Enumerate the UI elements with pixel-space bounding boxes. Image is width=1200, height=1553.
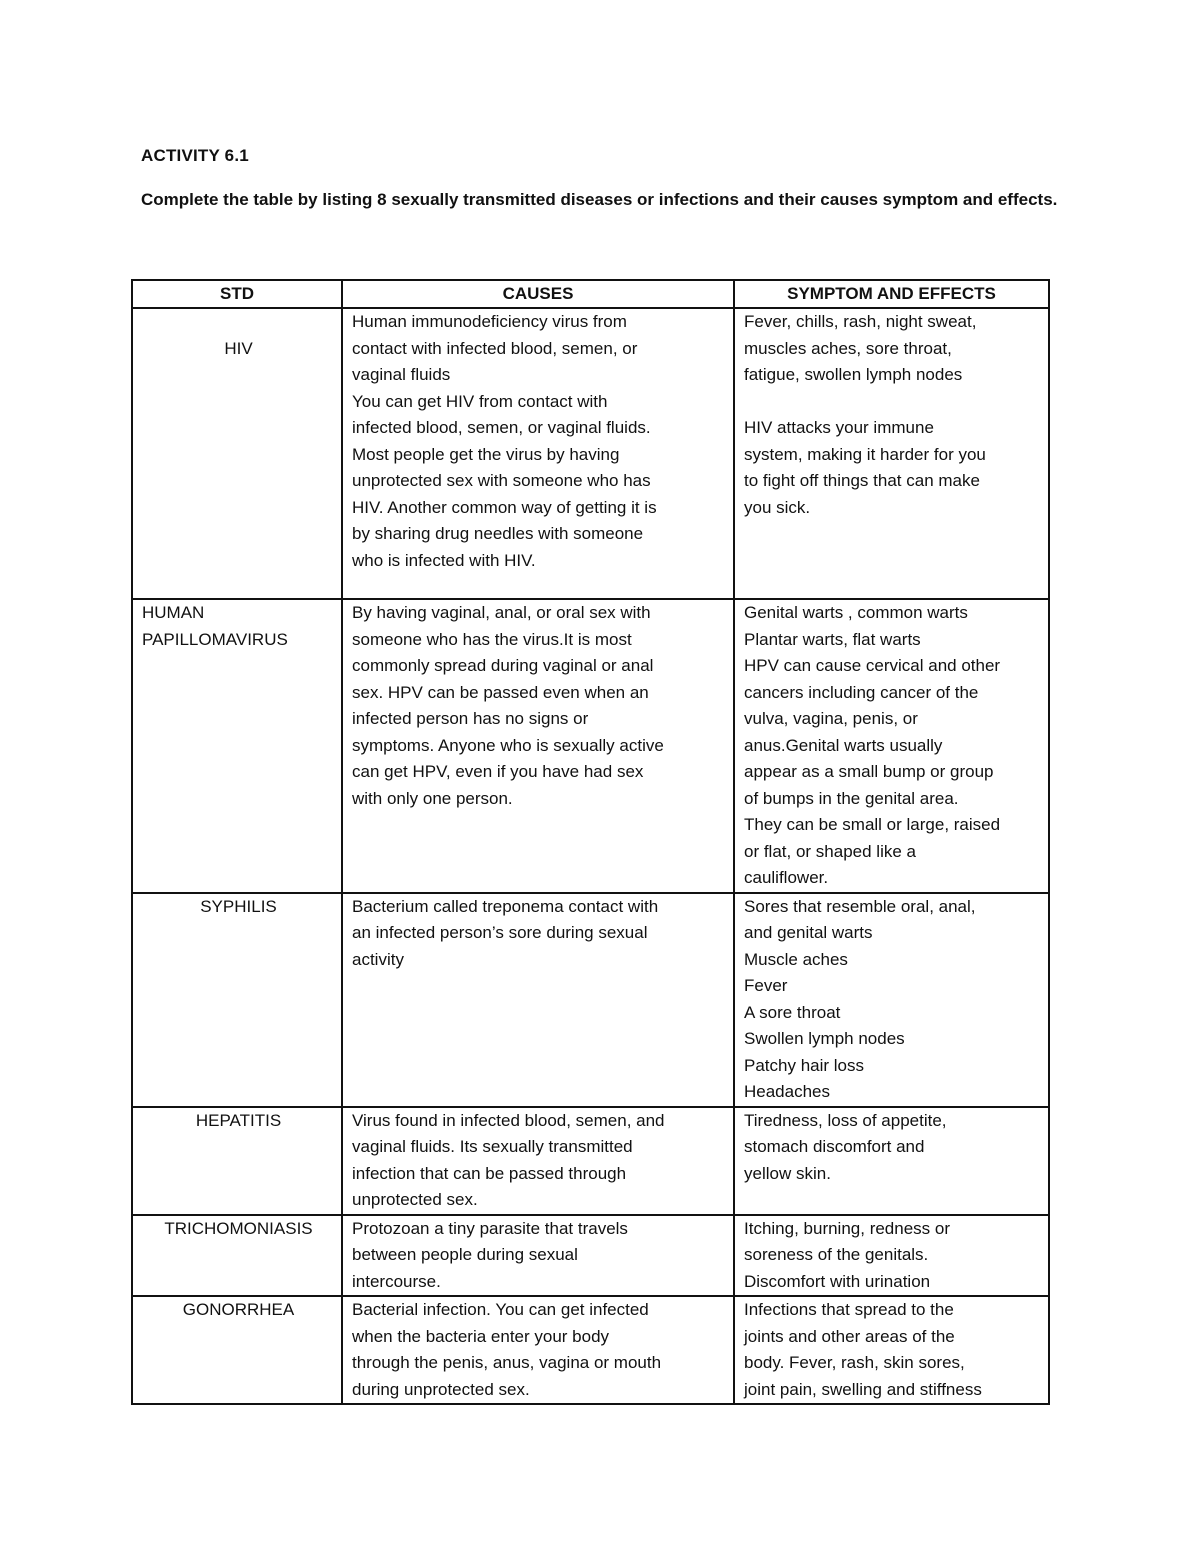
effects-text: Sores that resemble oral, anal, and genital warts Muscle aches Fever A sore throat Swollen lymph nodes Patchy hair loss Headaches: [744, 896, 976, 1101]
std-name-cell: [132, 599, 342, 893]
causes-cell: [342, 308, 734, 599]
std-name: HIV: [224, 339, 253, 358]
instructions-text: Complete the table by listing 8 sexually transmitted diseases or infections and their causes symptom and effects.: [141, 190, 1058, 209]
std-name: GONORRHEA: [182, 1300, 295, 1319]
effects-cell: [734, 893, 1049, 1107]
effects-cell: [734, 1107, 1049, 1215]
std-name-cell: [132, 1215, 342, 1297]
effects-cell: [734, 599, 1049, 893]
causes-cell: [342, 599, 734, 893]
effects-text: Infections that spread to the joints and other areas of the body. Fever, rash, skin sores, joint pain, swelling and stiffness: [744, 1300, 982, 1399]
effects-text: Fever, chills, rash, night sweat, muscles aches, sore throat, fatigue, swollen lymph nodes HIV attacks your immune system, making it harder for you to fight off things that can make you sick.: [744, 312, 986, 517]
std-name-cell: [132, 893, 342, 1107]
std-table: [131, 279, 1050, 1405]
std-name-cell: [132, 308, 342, 599]
table-row: [132, 1215, 1049, 1297]
table-header-row: [132, 280, 1049, 308]
causes-text: By having vaginal, anal, or oral sex with someone who has the virus.It is most commonly spread during vaginal or anal sex. HPV can be passed even when an infected person has no signs or symptoms. Anyone who is sexually active can get HPV, even if you have had sex with only one person.: [352, 603, 664, 808]
std-name: HEPATITIS: [195, 1110, 282, 1130]
causes-cell: [342, 893, 734, 1107]
std-name: TRICHOMONIASIS: [164, 1218, 313, 1238]
header-std: STD: [132, 280, 342, 308]
std-name: HUMAN PAPILLOMAVIRUS: [142, 603, 288, 649]
table-row: [132, 308, 1049, 599]
std-name-cell: [132, 1296, 342, 1404]
causes-text: Bacterial infection. You can get infected when the bacteria enter your body through the penis, anus, vagina or mouth during unprotected sex.: [352, 1300, 662, 1399]
header-causes: CAUSES: [342, 280, 734, 308]
effects-cell: [734, 1296, 1049, 1404]
header-effects: SYMPTOM AND EFFECTS: [734, 280, 1049, 308]
effects-text: Tiredness, loss of appetite, stomach discomfort and yellow skin.: [744, 1110, 947, 1183]
causes-cell: [342, 1296, 734, 1404]
activity-title: ACTIVITY 6.1: [141, 146, 249, 165]
table-row: [132, 893, 1049, 1107]
causes-cell: [342, 1215, 734, 1297]
table-row: [132, 1296, 1049, 1404]
causes-text: Human immunodeficiency virus from contact with infected blood, semen, or vaginal fluids You can get HIV from contact with infected blood, semen, or vaginal fluids. Most people get the virus by having unprotected sex with someone who has HIV. Another common way of getting it is by sharing drug needles with someone who is infected with HIV.: [352, 312, 657, 570]
std-name: SYPHILIS: [200, 896, 277, 916]
effects-text: Itching, burning, redness or soreness of the genitals. Discomfort with urination: [744, 1218, 951, 1291]
table-row: [132, 599, 1049, 893]
causes-text: Protozoan a tiny parasite that travels between people during sexual intercourse.: [352, 1218, 628, 1291]
table-row: [132, 1107, 1049, 1215]
causes-text: Virus found in infected blood, semen, and vaginal fluids. Its sexually transmitted infection that can be passed through unprotected sex.: [352, 1110, 665, 1209]
causes-text: Bacterium called treponema contact with an infected person’s sore during sexual activity: [352, 896, 659, 969]
effects-cell: [734, 308, 1049, 599]
std-name-cell: [132, 1107, 342, 1215]
effects-text: Genital warts , common warts Plantar warts, flat warts HPV can cause cervical and other cancers including cancer of the vulva, vagina, penis, or anus.Genital warts usually appear as a small bump or group of bumps in the genital area. They can be small or large, raised or flat, or shaped like a cauliflower.: [744, 603, 1001, 887]
effects-cell: [734, 1215, 1049, 1297]
causes-cell: [342, 1107, 734, 1215]
